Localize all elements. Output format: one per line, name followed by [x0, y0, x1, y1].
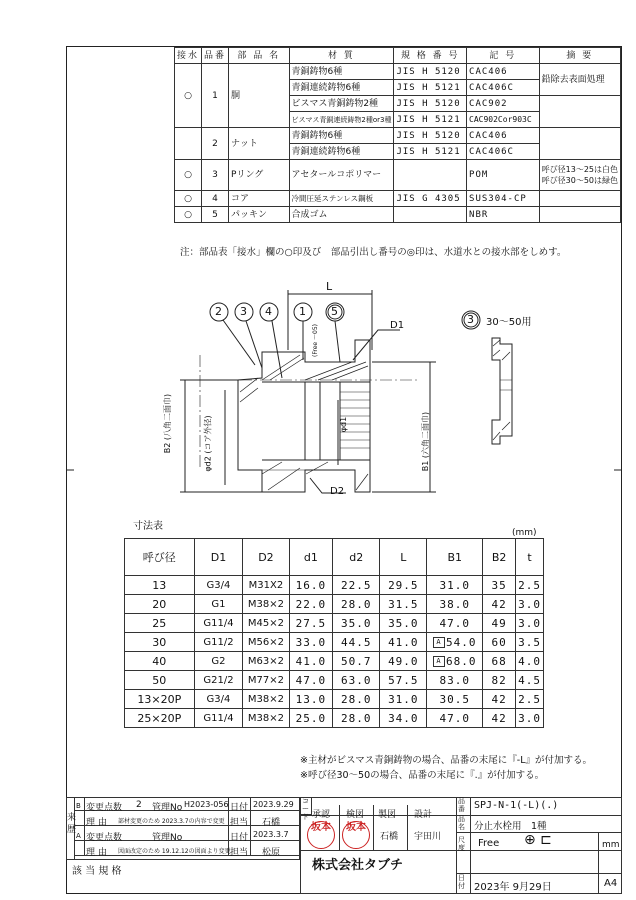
symbol: SUS304-CP [467, 191, 540, 207]
dim-value: 54.0 [446, 635, 477, 649]
dim-cell: 68 [483, 652, 516, 671]
divider [250, 797, 251, 856]
part-no-label: 品番 [458, 797, 465, 813]
dim-header-row [125, 539, 544, 576]
header-water: 接水 [175, 48, 202, 64]
divider [407, 805, 408, 850]
dim-cell: G21/2 [194, 671, 243, 690]
dim-cell: M31X2 [243, 576, 289, 595]
dim-row [125, 709, 544, 728]
unit-value: mm [602, 840, 620, 850]
dim-cell: 3.0 [516, 614, 544, 633]
draft-label: 製図 [378, 810, 397, 820]
water-mark: ○ [175, 191, 202, 207]
symbol: POM [467, 160, 540, 191]
dim-row [125, 633, 544, 652]
dim-cell: 27.5 [289, 614, 333, 633]
dim-row [125, 690, 544, 709]
part-no: 5 [202, 207, 229, 223]
symbol: CAC406C [467, 80, 540, 96]
part-no: 3 [202, 160, 229, 191]
rev-a-reason: 図面改定のため 19.12.12の図面より変更 [118, 848, 231, 855]
name-label: 品名 [458, 815, 465, 831]
dim-cell: M38×2 [243, 709, 289, 728]
dim-cell: M63×2 [243, 652, 289, 671]
dim-table [124, 538, 544, 728]
dim-cell: 28.0 [333, 595, 380, 614]
note-line: 呼び径30～50は緑色 [541, 176, 618, 185]
parts-note: 注：部品表「接水」欄の○印及び 部品引出し番号の◎印は、水道水との接水部をしめす。 [180, 247, 567, 258]
label-B2: B2 (八角二面巾) [163, 393, 173, 454]
dim-cell: 25×20P [125, 709, 195, 728]
balloon-5-text: 5 [331, 305, 338, 318]
water-mark: ○ [175, 207, 202, 223]
symbol: CAC902Cor903C [467, 112, 540, 128]
rev-b-resp: 石橋 [262, 818, 281, 828]
dim-cell: 35 [483, 576, 516, 595]
rev-b-mgmt-label: 管理No [152, 803, 183, 813]
note-line: ※呼び径30～50の場合、品番の末尾に『.』が付加する。 [300, 770, 545, 781]
dim-header: B1 [427, 539, 483, 576]
balloon-3-text: 3 [240, 305, 247, 318]
part-no: 2 [202, 128, 229, 160]
rev-b-date-label: 日付 [230, 803, 249, 813]
check-label: 検図 [346, 810, 365, 820]
dim-cell: 40 [125, 652, 195, 671]
symbol: CAC406C [467, 144, 540, 160]
dim-cell: 60 [483, 633, 516, 652]
dim-header: d1 [289, 539, 333, 576]
dim-cell: 31.0 [380, 690, 427, 709]
note-line: 呼び径13～25は白色 [541, 165, 618, 174]
dim-row [125, 576, 544, 595]
dim-cell: 22.0 [289, 595, 333, 614]
dim-cell: 83.0 [427, 671, 483, 690]
part-no: 1 [202, 64, 229, 128]
scale-label: 尺度 [458, 836, 465, 852]
approval-label: 承認 [312, 810, 331, 820]
dim-cell: 3.0 [516, 595, 544, 614]
dim-cell: 44.5 [333, 633, 380, 652]
rev-b-mgmt: H2023-056 [184, 800, 229, 809]
dim-cell: 31.5 [380, 595, 427, 614]
dim-cell: 47.0 [289, 671, 333, 690]
rev-a-marker: A [76, 832, 81, 840]
label-D2: D2 [330, 486, 345, 497]
design-label: 設計 [414, 810, 433, 820]
rev-a-resp-label: 担当 [230, 848, 249, 858]
dim-cell: 31.0 [427, 576, 483, 595]
date-label: 日付 [458, 874, 465, 890]
dim-header: t [516, 539, 544, 576]
divider [84, 797, 85, 856]
applicable-standard: 該 当 規 格 [72, 866, 122, 877]
rev-b-resp-label: 担当 [230, 818, 249, 828]
rev-b-reason-label: 理 由 [86, 818, 107, 828]
label-free: (Free ～05) [311, 324, 319, 357]
dim-header: D1 [194, 539, 243, 576]
material: アセタールコポリマー [289, 160, 394, 191]
std: JIS H 5121 [394, 144, 467, 160]
material: ビスマス青銅連続鋳物2種or3種 [289, 112, 394, 128]
balloon-2-text: 2 [215, 305, 222, 318]
symbol: NBR [467, 207, 540, 223]
std: JIS H 5121 [394, 80, 467, 96]
dim-cell: 3.5 [516, 633, 544, 652]
revision-flag: A [433, 637, 445, 648]
dim-cell: 16.0 [289, 576, 333, 595]
part-no: 4 [202, 191, 229, 207]
material: 冷間圧延ステンレス鋼板 [289, 191, 394, 207]
std: JIS H 5120 [394, 128, 467, 144]
dim-cell: 25 [125, 614, 195, 633]
dim-cell: 47.0 [427, 709, 483, 728]
drafter-name: 石橋 [380, 832, 399, 842]
header-no: 品番 [202, 48, 229, 64]
balloon-1-text: 1 [299, 305, 306, 318]
code-label: コード [302, 797, 309, 821]
dim-cell: 50 [125, 671, 195, 690]
dim-cell: 13.0 [289, 690, 333, 709]
dim-cell: G1 [194, 595, 243, 614]
part-name: コア [229, 191, 289, 207]
dim-cell: G11/2 [194, 633, 243, 652]
dim-cell [427, 652, 483, 671]
symbol: CAC406 [467, 64, 540, 80]
dim-cell: G2 [194, 652, 243, 671]
dim-header: d2 [333, 539, 380, 576]
material: 青銅連続鋳物6種 [289, 80, 394, 96]
designer-name: 宇田川 [414, 832, 442, 842]
dim-cell: 29.5 [380, 576, 427, 595]
dim-cell: 49.0 [380, 652, 427, 671]
dim-cell: 57.5 [380, 671, 427, 690]
dim-cell: 38.0 [427, 595, 483, 614]
dim-cell: G11/4 [194, 709, 243, 728]
label-d2: φd2 (コア外径) [203, 415, 213, 472]
part-name: Pリング [229, 160, 289, 191]
company-logo: 株式会社タブチ [312, 858, 404, 873]
std: JIS G 4305 [394, 191, 467, 207]
dim-cell: 2.5 [516, 690, 544, 709]
rev-a-count-label: 変更点数 [86, 833, 123, 843]
material: 青銅鋳物6種 [289, 128, 394, 144]
scale-value: Free [478, 838, 500, 849]
dim-table-title: 寸法表 [133, 521, 163, 532]
rev-b-reason: 部材変更のため 2023.3.7の内容で変更 [118, 818, 225, 825]
dim-cell: 22.5 [333, 576, 380, 595]
dim-cell: 34.0 [380, 709, 427, 728]
product-name: 分止水栓用 1種 [474, 821, 547, 832]
material: ビスマス青銅鋳物2種 [289, 96, 394, 112]
divider [456, 815, 622, 816]
note-line: ※主材がビスマス青銅鋳物の場合、品番の末尾に『-L』が付加する。 [300, 755, 592, 766]
approval-stamp: 坂本 [307, 821, 335, 849]
dim-cell: G3/4 [194, 690, 243, 709]
dim-row [125, 652, 544, 671]
check-stamp: 坂本 [342, 821, 370, 849]
note: 鉛除去表面処理 [539, 64, 620, 96]
dim-cell: 33.0 [289, 633, 333, 652]
dim-cell: 50.7 [333, 652, 380, 671]
dim-cell: G11/4 [194, 614, 243, 633]
rev-b-count: 2 [136, 800, 142, 810]
dim-cell: G3/4 [194, 576, 243, 595]
divider [373, 805, 374, 850]
label-L: L [326, 280, 333, 293]
divider [470, 797, 471, 894]
label-D1: D1 [390, 320, 405, 331]
dim-cell: 13 [125, 576, 195, 595]
rev-a-resp: 松原 [262, 848, 281, 858]
balloon-4-text: 4 [265, 305, 272, 318]
dim-header: D2 [243, 539, 289, 576]
header-name: 部 品 名 [229, 48, 289, 64]
dim-cell: 82 [483, 671, 516, 690]
divider [598, 832, 599, 894]
dim-header: 呼び径 [125, 539, 195, 576]
detail-balloon-text: 3 [467, 313, 474, 326]
detail-label: 30～50用 [486, 317, 532, 328]
issue-date: 2023年 9月29日 [474, 882, 552, 893]
history-label: 来歴 [67, 813, 77, 835]
dim-cell: 4.0 [516, 652, 544, 671]
rev-a-date-label: 日付 [230, 833, 249, 843]
rev-b-count-label: 変更点数 [86, 803, 123, 813]
dim-table-body [125, 576, 544, 728]
dim-cell: 42 [483, 690, 516, 709]
dim-cell: 30 [125, 633, 195, 652]
dim-cell: M56×2 [243, 633, 289, 652]
dim-cell: 25.0 [289, 709, 333, 728]
divider [339, 805, 340, 850]
dim-cell: 42 [483, 595, 516, 614]
part-name: 胴 [229, 64, 289, 128]
std: JIS H 5120 [394, 64, 467, 80]
part-name: ナット [229, 128, 289, 160]
header-note: 摘 要 [539, 48, 620, 64]
label-B1: B1 (六角二面巾) [421, 411, 431, 472]
material: 青銅連続鋳物6種 [289, 144, 394, 160]
bottom-notes [300, 753, 592, 783]
dim-row [125, 614, 544, 633]
header-symbol: 記 号 [467, 48, 540, 64]
dim-cell: 20 [125, 595, 195, 614]
dim-cell: 28.0 [333, 690, 380, 709]
dim-cell: 28.0 [333, 709, 380, 728]
dim-cell: 4.5 [516, 671, 544, 690]
dim-cell: 2.5 [516, 576, 544, 595]
dim-header: B2 [483, 539, 516, 576]
dim-cell: 63.0 [333, 671, 380, 690]
dim-row [125, 595, 544, 614]
part-number: SPJ-N-1(-L)(.) [474, 800, 559, 811]
label-d1: φd1 [339, 416, 349, 433]
symbol: CAC406 [467, 128, 540, 144]
dim-cell: 13×20P [125, 690, 195, 709]
dim-cell: 47.0 [427, 614, 483, 633]
rev-b-date: 2023.9.29 [253, 800, 294, 809]
water-mark: ○ [175, 160, 202, 191]
std: JIS H 5120 [394, 96, 467, 112]
dim-row [125, 671, 544, 690]
dim-cell: 30.5 [427, 690, 483, 709]
dim-cell: 35.0 [380, 614, 427, 633]
dim-cell: M77×2 [243, 671, 289, 690]
revision-flag: A [433, 656, 445, 667]
dim-cell: 3.0 [516, 709, 544, 728]
dim-cell: M45×2 [243, 614, 289, 633]
header-material: 材 質 [289, 48, 394, 64]
material: 青銅鋳物6種 [289, 64, 394, 80]
rev-a-mgmt-label: 管理No [152, 833, 183, 843]
dim-cell: M38×2 [243, 690, 289, 709]
paper-size: A4 [604, 878, 618, 889]
header-std: 規 格 番 号 [394, 48, 467, 64]
projection-symbol-icon: ⊕ ⊏ [524, 832, 552, 848]
material: 合成ゴム [289, 207, 394, 223]
std: JIS H 5121 [394, 112, 467, 128]
dim-table-unit: (mm) [512, 528, 537, 538]
water-mark: ○ [175, 64, 202, 128]
rev-a-reason-label: 理 由 [86, 848, 107, 858]
dim-cell: 49 [483, 614, 516, 633]
rev-b-marker: B [76, 802, 81, 810]
dim-cell: 41.0 [289, 652, 333, 671]
dim-cell [427, 633, 483, 652]
rev-a-date: 2023.3.7 [253, 830, 289, 839]
dim-cell: 42 [483, 709, 516, 728]
dim-value: 68.0 [446, 654, 477, 668]
symbol: CAC902 [467, 96, 540, 112]
dim-cell: 35.0 [333, 614, 380, 633]
dim-cell: M38×2 [243, 595, 289, 614]
dim-header: L [380, 539, 427, 576]
dim-cell: 41.0 [380, 633, 427, 652]
divider [456, 797, 457, 894]
part-name: パッキン [229, 207, 289, 223]
